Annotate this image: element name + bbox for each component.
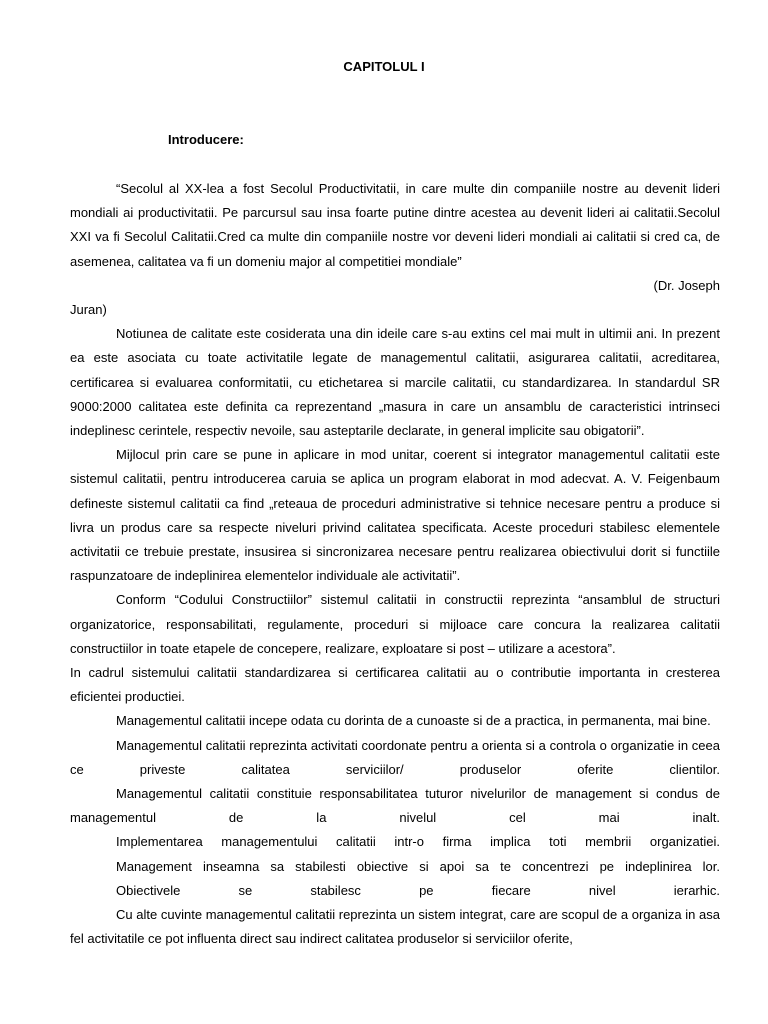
- paragraph: Cu alte cuvinte managementul calitatii reprezinta un sistem integrat, care are scopul de a organiza in asa fel activitatile ce pot influenta direct sau indirect calitatea produselor si serviciilor oferite,: [70, 907, 720, 947]
- paragraph: Notiunea de calitate este cosiderata una din ideile care s-au extins cel mai mult in ultimii ani. In prezent ea este asociata cu toate activitatile legate de managementul calitatii, asigurarea calitatii, acreditarea, certificarea si evaluarea conformitatii, cu etichetarea si marcile calitatii, cu standardizarea. In standardul SR 9000:2000 calitatea este definita ca reprezentand „masura in care un ansamblu de caracteristici intrinseci indeplinesc cerintele, respectiv nevoile, sau asteptarile declarate, in general implicite sau obigatorii”.: [70, 326, 720, 439]
- paragraph: Conform “Codului Constructiilor” sistemul calitatii in constructii reprezinta “ansamblul de structuri organizatorice, responsabilitati, regulamente, proceduri si mijloace care concura la realizarea calitatii constructiilor in toate etapele de concepere, realizare, exploatare si post – utilizare a acestora”.: [70, 592, 720, 656]
- paragraph: Obiectivele se stabilesc pe fiecare nivel ierarhic.: [116, 882, 720, 898]
- section-heading: Introducere:: [168, 132, 244, 147]
- paragraph: In cadrul sistemului calitatii standardizarea si certificarea calitatii au o contributie importanta in cresterea eficientei productiei.: [70, 665, 720, 705]
- paragraph: Managementul calitatii reprezinta activitati coordonate pentru a orienta si a controla o organizatie in ceea ce priveste calitatea serviciilor/ produselor oferite clientilor.: [70, 737, 720, 777]
- paragraph: Mijlocul prin care se pune in aplicare in mod unitar, coerent si integrator managementul calitatii este sistemul calitatii, pentru introducerea caruia se aplica un program elaborat in mod adecvat. A. V. Feigenbaum defineste sistemul calitatii ca find „reteaua de proceduri administrative si tehnice necesare pentru a produce si livra un produs care sa respecte niveluri privind calitatea specificata. Aceste proceduri stabilesc elementele activitatii ce trebuie prestate, insusirea si sincronizarea necesare pentru realizarea obiectivului dorit si functiile raspunzatoare de indeplinirea elementelor individuale ale activitatii”.: [70, 447, 720, 584]
- quote-attribution: (Dr. Joseph: [653, 277, 720, 293]
- quote-paragraph: “Secolul al XX-lea a fost Secolul Productivitatii, in care multe din companiile nostre au devenit lideri mondiali ai productivitatii. Pe parcursul sau insa foarte putine dintre acestea au devenit lideri ai calitatii.Secolul XXI va fi Secolul Calitatii.Cred ca multe din companiile nostre vor deveni lideri mondiali ai calitatii si cred ca, de asemenea, calitatea va fi un domeniu major al competitiei mondiale”: [70, 181, 720, 269]
- chapter-title: CAPITOLUL I: [343, 59, 425, 74]
- paragraph: Managementul calitatii constituie responsabilitatea tuturor nivelurilor de management si condus de managementul de la nivelul cel mai inalt.: [70, 786, 720, 826]
- quote-attribution-continued: Juran): [70, 302, 107, 318]
- body-text: [70, 177, 720, 952]
- paragraph: Managementul calitatii incepe odata cu dorinta de a cunoaste si de a practica, in permanenta, mai bine.: [116, 713, 711, 729]
- paragraph: Management inseamna sa stabilesti obiective si apoi sa te concentrezi pe indeplinirea lor.: [116, 858, 720, 874]
- paragraph: Implementarea managementului calitatii intr-o firma implica toti membrii organizatiei.: [116, 834, 720, 850]
